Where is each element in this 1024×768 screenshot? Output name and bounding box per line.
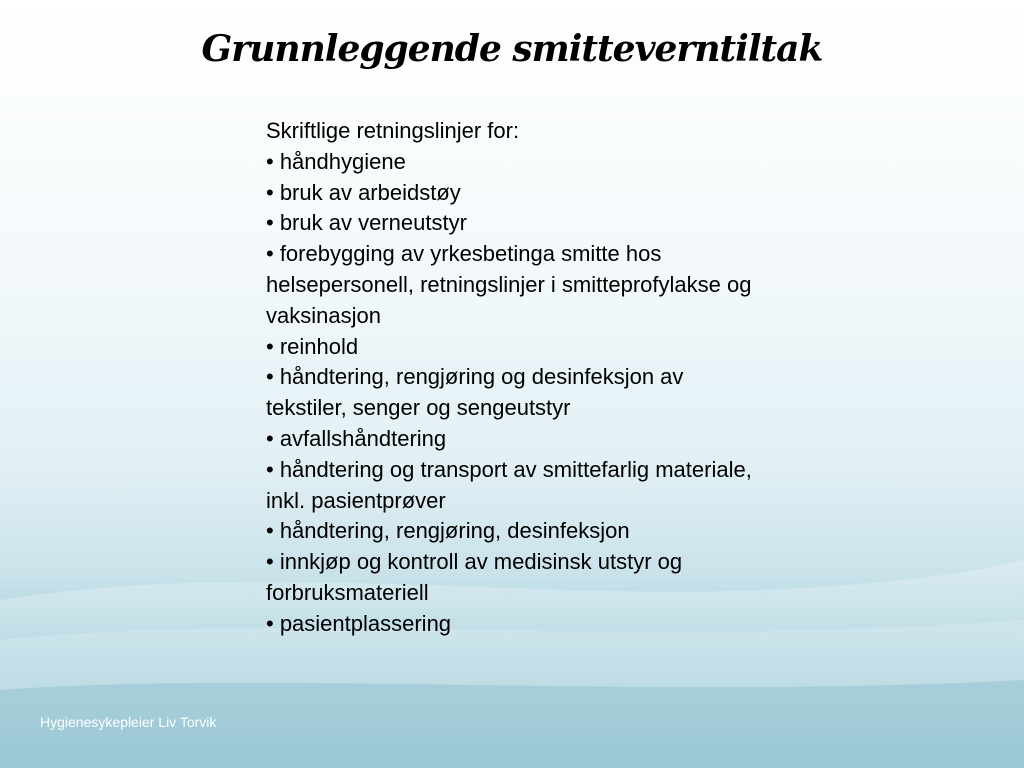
list-item: • håndtering og transport av smittefarlig materiale, inkl. pasientprøver <box>266 456 752 513</box>
list-item: • bruk av verneutstyr <box>266 210 467 236</box>
list-item: • forebygging av yrkesbetinga smitte hos helsepersonell, retningslinjer i smitteprofylakse og vaksinasjon <box>266 241 752 328</box>
list-item: • avfallshåndtering <box>266 425 447 451</box>
list-item: • håndhygiene <box>266 148 406 174</box>
guideline-list <box>266 116 766 640</box>
list-item: • håndtering, rengjøring og desinfeksjon av tekstiler, senger og sengeutstyr <box>266 364 684 421</box>
list-item: • pasientplassering <box>266 610 452 636</box>
list-item: • innkjøp og kontroll av medisinsk utstyr og forbruksmateriell <box>266 549 683 605</box>
list-item: • håndtering, rengjøring, desinfeksjon <box>266 518 630 544</box>
slide-title: Grunnleggende smitteverntiltak <box>201 28 823 70</box>
list-intro: Skriftlige retningslinjer for: <box>266 118 520 143</box>
list-item: • bruk av arbeidstøy <box>266 179 461 205</box>
list-item: • reinhold <box>266 333 359 359</box>
footer-author: Hygienesykepleier Liv Torvik <box>40 714 217 730</box>
